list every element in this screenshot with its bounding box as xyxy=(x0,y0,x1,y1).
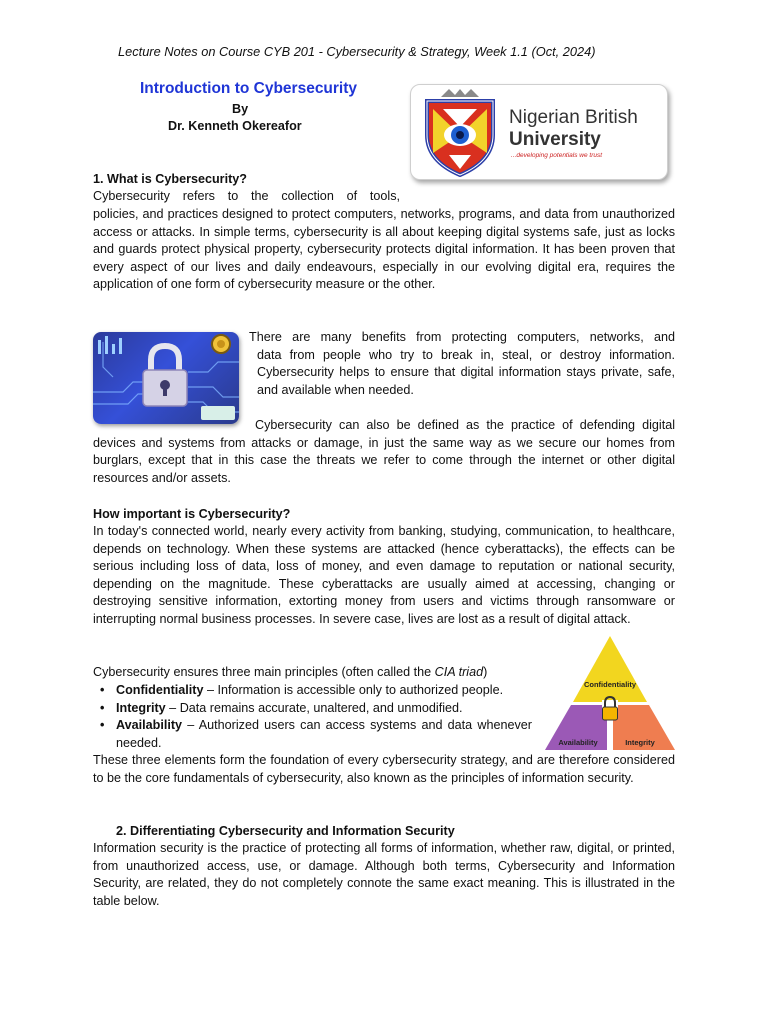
cia-intro xyxy=(93,664,487,682)
importance-paragraph: In today's connected world, nearly every activity from banking, studying, communication, to healthcare, depends on technology. When these systems are attacked (hence cyberattacks), the effects can be serious including loss of data, loss of money, and even damage to reputation or national security, depending on the magnitude. These cyberattacks are usually aimed at accessing, changing or destroying sensitive information, extorting money from users and victims through ransomware or interrupting normal business processes. In severe case, lives are lost as a result of digital attack. xyxy=(93,524,675,626)
cia-desc-confidentiality: – Information is accessible only to authorized people. xyxy=(203,683,504,697)
cia-desc-integrity: – Data remains accurate, unaltered, and unmodified. xyxy=(165,700,463,715)
cia-bullet-list xyxy=(100,682,532,752)
section-1-para1-line1: Cybersecurity refers to the collection of tools, xyxy=(93,189,400,203)
lock-icon xyxy=(603,707,618,720)
section-1-para3: Cybersecurity can also be defined as the practice of defending digital devices and systems from attacks or damage, in just the same way as we secure our homes from burglars, except that in this case the threats we refer to come through the internet or other digital resources and/or assets. xyxy=(93,418,675,485)
author-name: Dr. Kenneth Okereafor xyxy=(168,119,302,133)
document-title: Introduction to Cybersecurity xyxy=(140,80,358,97)
cia-summary: These three elements form the foundation of every cybersecurity strategy, and are therefore considered to be the core fundamentals of cybersecurity, also known as the principles of information security. xyxy=(93,753,675,785)
page-header: Lecture Notes on Course CYB 201 - Cybersecurity & Strategy, Week 1.1 (Oct, 2024) xyxy=(118,44,596,59)
section-2-paragraph: Information security is the practice of protecting all forms of information, whether raw, digital, or printed, from unauthorized access, use, or damage. Although both terms, Cybersecurity and Information Security, are related, they do not completely connote the same exact meaning. This is illustrated in the table below. xyxy=(93,841,675,908)
list-item xyxy=(100,682,532,700)
triad-label-integrity: Integrity xyxy=(625,738,655,747)
padlock-icon xyxy=(93,332,239,424)
cia-intro-suffix: ) xyxy=(483,665,488,679)
cia-term-confidentiality: Confidentiality xyxy=(116,683,204,697)
university-logo xyxy=(410,84,668,180)
section-1-heading: 1. What is Cybersecurity? xyxy=(93,172,247,186)
cia-intro-prefix: Cybersecurity ensures three main principles (often called the xyxy=(93,665,435,679)
list-item xyxy=(100,700,532,718)
padlock-circuit-image xyxy=(93,332,239,424)
triad-label-availability: Availability xyxy=(558,738,598,747)
triad-label-confidentiality: Confidentiality xyxy=(583,680,637,689)
logo-name-line1: Nigerian British xyxy=(509,107,638,128)
cia-desc-availability: – Authorized users can access systems and data whenever needed. xyxy=(116,718,532,750)
importance-heading: How important is Cybersecurity? xyxy=(93,507,291,521)
list-item xyxy=(100,717,532,752)
section-2-heading: 2. Differentiating Cybersecurity and Information Security xyxy=(116,824,455,838)
triad-confidentiality-segment xyxy=(573,636,647,702)
section-1-para2-first-line: There are many benefits from protecting computers, networks, and xyxy=(249,330,675,344)
section-1-para2-rest: data from people who try to break in, steal, or destroy information. Cybersecurity helps to ensure that digital information stays private, safe, and available when needed. xyxy=(257,347,675,397)
cia-term-integrity: Integrity xyxy=(116,700,166,715)
cia-intro-italic: CIA triad xyxy=(434,665,484,679)
section-1-para1: policies, and practices designed to protect computers, networks, programs, and data from unauthorized access or attacks. In simple terms, cybersecurity is all about keeping digital systems safe, just as locks and guards protect physical property, cybersecurity protects digital information. It has been proven that every aspect of our lives and daily endeavours, especially in our evolving digital era, requires the application of one form of cybersecurity measure or the other. xyxy=(93,207,675,291)
logo-tagline: ...developing potentials we trust xyxy=(511,152,603,159)
section-1-para2 xyxy=(249,329,675,399)
logo-name-line2: University xyxy=(509,129,601,150)
byline-by: By xyxy=(232,102,249,116)
cia-triad-diagram xyxy=(545,634,675,752)
cia-term-availability: Availability xyxy=(116,718,183,732)
crest-icon xyxy=(419,87,501,177)
